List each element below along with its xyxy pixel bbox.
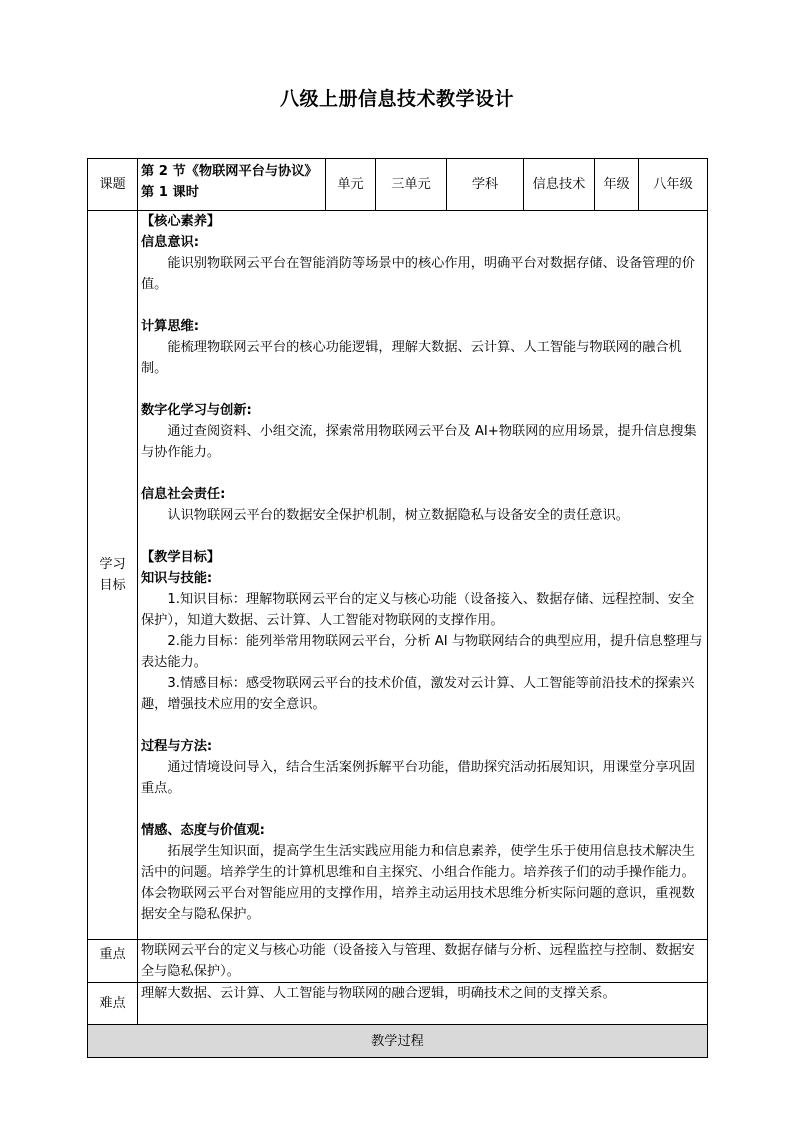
objectives-content — [138, 211, 708, 940]
topic-value: 第 2 节《物联网平台与协议》第 1 课时 — [138, 159, 326, 211]
process-methods-title: 过程与方法: — [141, 739, 213, 754]
digital-learning-title: 数字化学习与创新: — [141, 403, 252, 418]
goal-item-1: 1.知识目标：理解物联网云平台的定义与核心功能（设备接入、数据存储、远程控制、安全保护），知道大数据、云计算、人工智能对物联网的支撑作用。 — [141, 592, 695, 628]
key-point-label: 重点 — [88, 940, 138, 983]
goal-item-3: 3.情感目标：感受物联网云平台的技术价值，激发对云计算、人工智能等前沿技术的探索兴趣，增强技术应用的安全意识。 — [141, 676, 695, 712]
lesson-plan-table — [87, 158, 708, 1058]
teaching-process-row — [88, 1025, 708, 1058]
objectives-label-line1: 学习 — [99, 557, 126, 572]
objectives-label-line2: 目标 — [99, 578, 126, 593]
difficulty-row — [88, 983, 708, 1025]
subject-value: 信息技术 — [524, 159, 595, 211]
document-title: 八级上册信息技术教学设计 — [279, 88, 514, 110]
social-responsibility-text: 认识物联网云平台的数据安全保护机制，树立数据隐私与设备安全的责任意识。 — [167, 508, 629, 523]
grade-label: 年级 — [595, 159, 639, 211]
teaching-goals-heading: 【教学目标】 — [141, 550, 221, 565]
core-literacy-heading: 【核心素养】 — [141, 214, 221, 229]
digital-learning-text: 通过查阅资料、小组交流，探索常用物联网云平台及 AI+物联网的应用场景，提升信息搜集与协作能力。 — [141, 424, 697, 460]
key-point-text: 物联网云平台的定义与核心功能（设备接入与管理、数据存储与分析、远程监控与控制、数据安全与隐私保护）。 — [138, 940, 708, 983]
goal-item-2: 2.能力目标：能列举常用物联网云平台，分析 AI 与物联网结合的典型应用，提升信息整理与表达能力。 — [141, 634, 703, 670]
computational-thinking-title: 计算思维: — [141, 319, 200, 334]
info-awareness-title: 信息意识: — [141, 235, 200, 250]
emotion-values-text: 拓展学生知识面，提高学生生活实践应用能力和信息素养，使学生乐于使用信息技术解决生活中的问题。培养学生的计算机思维和自主探究、小组合作能力。培养孩子们的动手操作能力。体会物联网云平台对智能应用的支撑作用，培养主动运用技术思维分析实际问题的意识，重视数据安全与隐私保护。 — [141, 844, 695, 922]
objectives-side-label — [88, 211, 138, 940]
difficulty-label: 难点 — [88, 983, 138, 1025]
objectives-row — [88, 211, 708, 940]
teaching-process-header: 教学过程 — [88, 1025, 708, 1058]
social-responsibility-title: 信息社会责任: — [141, 487, 226, 502]
unit-value: 三单元 — [376, 159, 447, 211]
emotion-values-title: 情感、态度与价值观: — [141, 823, 265, 838]
topic-label: 课题 — [88, 159, 138, 211]
knowledge-skills-title: 知识与技能: — [141, 571, 213, 586]
process-methods-text: 通过情境设问导入，结合生活案例拆解平台功能，借助探究活动拓展知识，用课堂分享巩固重点。 — [141, 760, 695, 796]
subject-label: 学科 — [447, 159, 524, 211]
grade-value: 八年级 — [639, 159, 708, 211]
unit-label: 单元 — [326, 159, 376, 211]
header-row — [88, 159, 708, 211]
difficulty-text: 理解大数据、云计算、人工智能与物联网的融合逻辑，明确技术之间的支撑关系。 — [138, 983, 708, 1025]
key-point-row — [88, 940, 708, 983]
info-awareness-text: 能识别物联网云平台在智能消防等场景中的核心作用，明确平台对数据存储、设备管理的价值。 — [141, 256, 695, 292]
computational-thinking-text: 能梳理物联网云平台的核心功能逻辑，理解大数据、云计算、人工智能与物联网的融合机制。 — [141, 340, 682, 376]
